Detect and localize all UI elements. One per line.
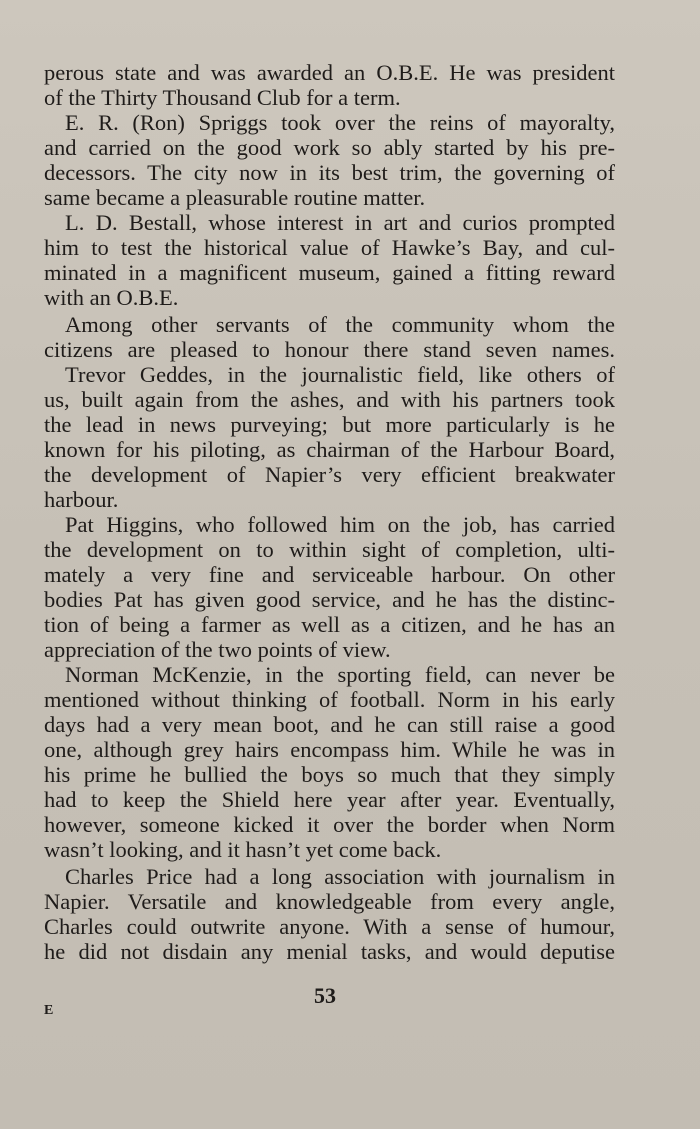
text-line: same became a pleasurable routine matter.	[44, 185, 426, 210]
text-line: however, someone kicked it over the border when Norm	[44, 812, 615, 837]
text-line: appreciation of the two points of view.	[44, 637, 391, 662]
page-number: 53	[314, 983, 336, 1008]
text-line: the development of Napier’s very efficient breakwater	[44, 462, 615, 487]
text-line: Napier. Versatile and knowledgeable from every angle,	[44, 889, 615, 914]
text-line: bodies Pat has given good service, and he has the distinc-	[44, 587, 615, 612]
text-line: Charles Price had a long association with journalism in	[65, 864, 615, 889]
text-line: harbour.	[44, 487, 119, 512]
text-line: with an O.B.E.	[44, 285, 179, 310]
text-line: L. D. Bestall, whose interest in art and curios prompted	[65, 210, 615, 235]
text-line: citizens are pleased to honour there stand seven names.	[44, 337, 615, 362]
text-line: the lead in news purveying; but more particularly is he	[44, 412, 615, 437]
text-line: of the Thirty Thousand Club for a term.	[44, 85, 401, 110]
text-line: one, although grey hairs encompass him. While he was in	[44, 737, 615, 762]
text-line: known for his piloting, as chairman of the Harbour Board,	[44, 437, 615, 462]
text-line: had to keep the Shield here year after year. Eventually,	[44, 787, 615, 812]
text-line: E. R. (Ron) Spriggs took over the reins of mayoralty,	[65, 110, 615, 135]
text-line: days had a very mean boot, and he can still raise a good	[44, 712, 615, 737]
text-line: he did not disdain any menial tasks, and would deputise	[44, 939, 615, 964]
text-line: us, built again from the ashes, and with his partners took	[44, 387, 615, 412]
text-line: his prime he bullied the boys so much that they simply	[44, 762, 615, 787]
text-line: Among other servants of the community whom the	[65, 312, 615, 337]
text-line: minated in a magnificent museum, gained a fitting reward	[44, 260, 615, 285]
text-line: wasn’t looking, and it hasn’t yet come back.	[44, 837, 442, 862]
text-line: perous state and was awarded an O.B.E. He was president	[44, 60, 615, 85]
text-line: decessors. The city now in its best trim, the governing of	[44, 160, 615, 185]
text-line: the development on to within sight of completion, ulti-	[44, 537, 615, 562]
text-line: tion of being a farmer as well as a citizen, and he has an	[44, 612, 615, 637]
text-line: mately a very fine and serviceable harbour. On other	[44, 562, 615, 587]
text-line: Norman McKenzie, in the sporting field, can never be	[65, 662, 615, 687]
text-line: Trevor Geddes, in the journalistic field, like others of	[65, 362, 615, 387]
signature-mark: E	[44, 1003, 54, 1018]
text-line: and carried on the good work so ably started by his pre-	[44, 135, 615, 160]
text-line: him to test the historical value of Hawke’s Bay, and cul-	[44, 235, 615, 260]
text-line: Pat Higgins, who followed him on the job, has carried	[65, 512, 615, 537]
text-line: mentioned without thinking of football. Norm in his early	[44, 687, 615, 712]
text-line: Charles could outwrite anyone. With a sense of humour,	[44, 914, 615, 939]
